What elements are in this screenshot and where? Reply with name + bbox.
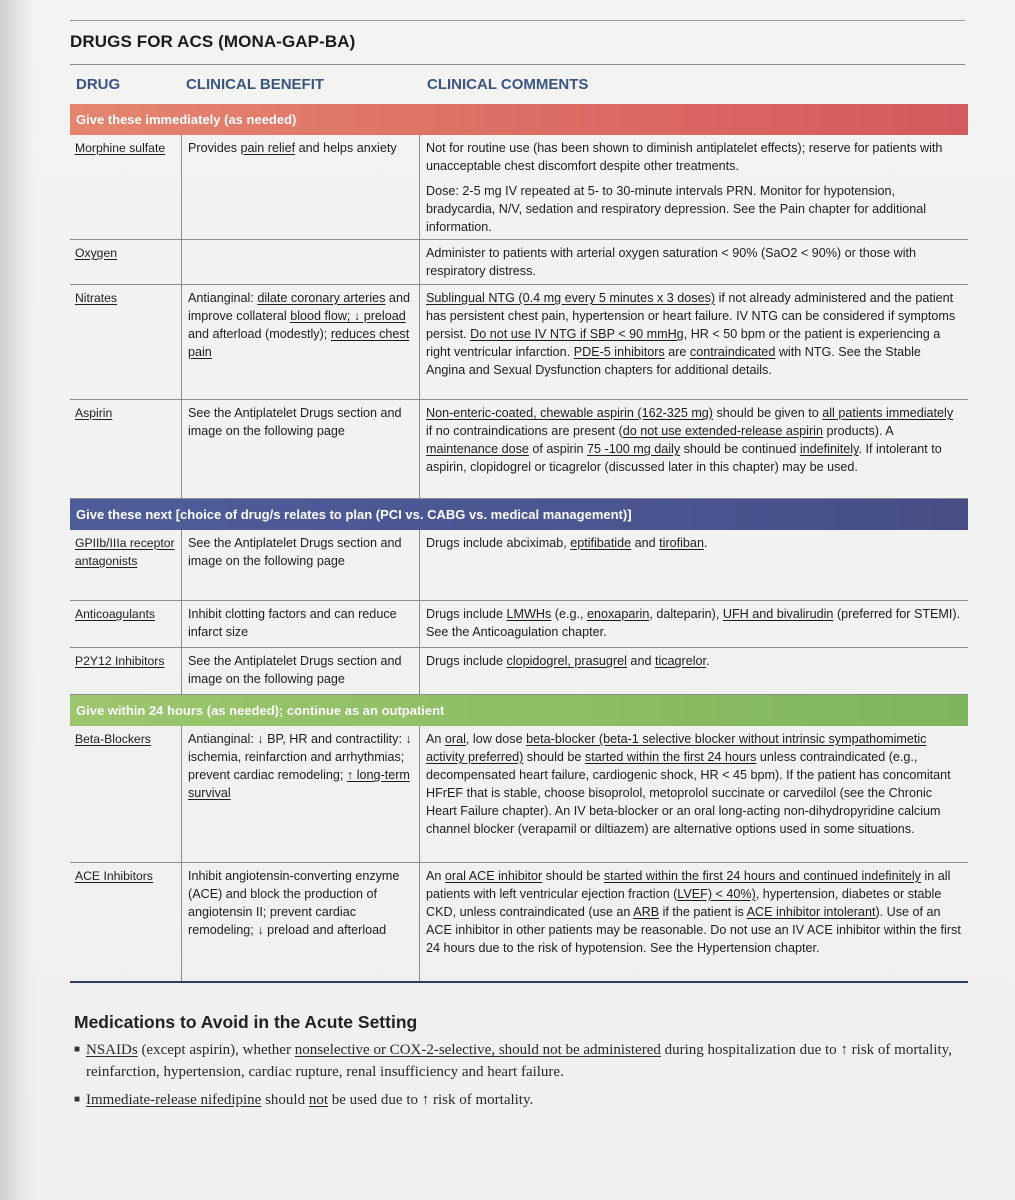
clinical-benefit: Antianginal: dilate coronary arteries and improve collateral blood flow; ↓ preload and afterload (modestly); reduces chest pain xyxy=(181,285,419,399)
drug-name: ACE Inhibitors xyxy=(75,869,153,883)
table-row-beta-blockers xyxy=(70,726,968,863)
page-title: DRUGS FOR ACS (MONA-GAP-BA) xyxy=(70,32,356,51)
header-drug: DRUG xyxy=(76,76,121,93)
table-row-aspirin xyxy=(70,400,968,499)
clinical-benefit: See the Antiplatelet Drugs section and image on the following page xyxy=(181,530,419,600)
avoid-section xyxy=(74,1012,974,1117)
band-give-next: Give these next [choice of drug/s relates to plan (PCI vs. CABG vs. medical management)] xyxy=(70,499,968,530)
header-clinical-benefit: CLINICAL BENEFIT xyxy=(186,76,325,93)
bullet-square-icon: ■ xyxy=(74,1094,81,1105)
clinical-benefit: See the Antiplatelet Drugs section and image on the following page xyxy=(181,648,419,694)
table-row-anticoagulants xyxy=(70,601,968,648)
page-edge-shadow xyxy=(0,0,34,1200)
table-row-gp2b3a xyxy=(70,530,968,601)
clinical-comments: An oral ACE inhibitor should be started within the first 24 hours and continued indefinitely in all patients with left ventricular ejection fraction (LVEF) < 40%), hypertension, diabetes or stable CKD, unless contraindicated (use an ARB if the patient is ACE inhibitor intolerant). Use of an ACE inhibitor in other patients may be reasonable. Do not use an IV ACE inhibitor within the first 24 hours due to the risk of hypotension. See the Hypertension chapter. xyxy=(419,863,968,981)
clinical-comments: Non-enteric-coated, chewable aspirin (162-325 mg) should be given to all patients immediately if no contraindications are present (do not use extended-release aspirin products). A maintenance dose of aspirin 75 -100 mg daily should be continued indefinitely. If intolerant to aspirin, clopidogrel or ticagrelor (discussed later in this chapter) may be used. xyxy=(419,400,968,498)
clinical-comments: Drugs include clopidogrel, prasugrel and ticagrelor. xyxy=(419,648,968,694)
table-row-ace-inhibitors xyxy=(70,863,968,983)
drug-name: GPIIb/IIIa receptor antagonists xyxy=(75,536,175,568)
avoid-section-title: Medications to Avoid in the Acute Setting xyxy=(74,1012,418,1032)
avoid-item-nifedipine: ■ Immediate-release nifedipine should not be used due to ↑ risk of mortality. xyxy=(74,1089,974,1111)
drug-name: P2Y12 Inhibitors xyxy=(75,654,165,668)
clinical-benefit: See the Antiplatelet Drugs section and image on the following page xyxy=(181,400,419,498)
clinical-comments: An oral, low dose beta-blocker (beta-1 selective blocker without intrinsic sympathomimetic activity preferred) should be started within the first 24 hours unless contraindicated (e.g., decompensated heart failure, cardiogenic shock, HR < 45 bpm). If the patient has concomitant HFrEF that is stable, choose bisoprolol, metoprolol succinate or carvedilol (see the Chronic Heart Failure chapter). An IV beta-blocker or an oral long-acting non-dihydropyridine calcium channel blocker (verapamil or diltiazem) are alternative options used in some situations. xyxy=(419,726,968,862)
clinical-benefit: Inhibit clotting factors and can reduce infarct size xyxy=(181,601,419,647)
table-row-oxygen xyxy=(70,240,968,285)
bullet-square-icon: ■ xyxy=(74,1044,81,1055)
clinical-comments: Administer to patients with arterial oxygen saturation < 90% (SaO2 < 90%) or those with respiratory distress. xyxy=(419,240,968,284)
drug-name: Oxygen xyxy=(75,246,118,260)
table-row-morphine xyxy=(70,135,968,240)
clinical-comments: Sublingual NTG (0.4 mg every 5 minutes x 3 doses) if not already administered and the patient has persistent chest pain, hypertension or heart failure. IV NTG can be considered if symptoms persist. Do not use IV NTG if SBP < 90 mmHg, HR < 50 bpm or the patient is experiencing a right ventricular infarction. PDE-5 inhibitors are contraindicated with NTG. See the Stable Angina and Sexual Dysfunction chapters for additional details. xyxy=(419,285,968,399)
drug-name: Beta-Blockers xyxy=(75,732,151,746)
drug-name: Nitrates xyxy=(75,291,117,305)
clinical-benefit: Inhibit angiotensin-converting enzyme (ACE) and block the production of angiotensin II; prevent cardiac remodeling; ↓ preload and afterload xyxy=(181,863,419,981)
clinical-comments: Drugs include LMWHs (e.g., enoxaparin, dalteparin), UFH and bivalirudin (preferred for STEMI). See the Anticoagulation chapter. xyxy=(419,601,968,647)
table-row-p2y12 xyxy=(70,648,968,695)
band-give-immediately: Give these immediately (as needed) xyxy=(70,104,968,135)
header-clinical-comments: CLINICAL COMMENTS xyxy=(427,76,589,93)
clinical-comments: Not for routine use (has been shown to diminish antiplatelet effects); reserve for patients with unacceptable chest discomfort despite other treatments. Dose: 2-5 mg IV repeated at 5- to 30-minute intervals PRN. Monitor for hypotension, bradycardia, N/V, sedation and respiratory depression. See the Pain chapter for additional information. xyxy=(419,135,968,239)
clinical-comments: Drugs include abciximab, eptifibatide and tirofiban. xyxy=(419,530,968,600)
clinical-benefit: Provides pain relief and helps anxiety xyxy=(181,135,419,239)
avoid-item-nsaids: ■ NSAIDs (except aspirin), whether nonselective or COX-2-selective, should not be administered during hospitalization due to ↑ risk of mortality, reinfarction, hypertension, cardiac rupture, renal insufficiency and heart failure. xyxy=(74,1039,974,1083)
drug-name: Morphine sulfate xyxy=(75,141,166,155)
title-divider xyxy=(70,64,965,65)
drug-name: Aspirin xyxy=(75,406,113,420)
band-give-within-24-hours: Give within 24 hours (as needed); continue as an outpatient xyxy=(70,695,968,726)
top-divider xyxy=(70,20,965,21)
drug-table xyxy=(70,104,968,983)
drug-name: Anticoagulants xyxy=(75,607,155,621)
clinical-benefit: Antianginal: ↓ BP, HR and contractility: ↓ ischemia, reinfarction and arrhythmias; prevent cardiac remodeling; ↑ long-term survival xyxy=(181,726,419,862)
clinical-benefit xyxy=(181,240,419,284)
table-row-nitrates xyxy=(70,285,968,400)
